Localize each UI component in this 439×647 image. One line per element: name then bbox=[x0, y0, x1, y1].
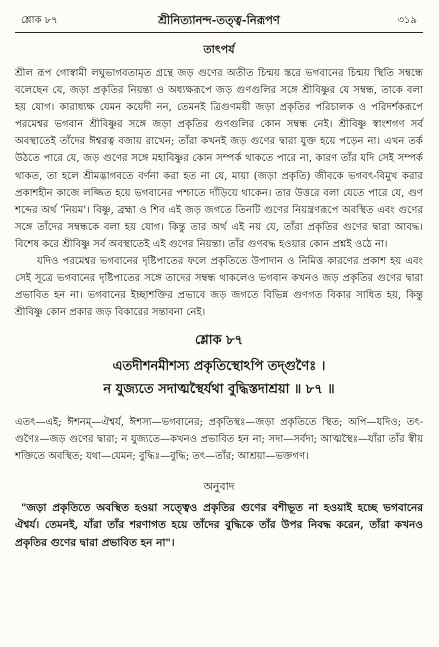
verse-line-2: ন যুজ্যতে সদাত্মস্থৈর্যথা বুদ্ধিস্তদাশ্রয়া ॥ ৮৭ ॥ bbox=[103, 382, 335, 398]
verse-number-label: শ্লোক ৮৭ bbox=[21, 15, 58, 26]
translation-text: "জড়া প্রকৃতিতে অবস্থিত হওয়া সত্ত্বেও প্রকৃতির গুণের বশীভূত না হওয়াই হচ্ছে ভগবানের ঐশ্বর্য। তেমনই, যাঁরা তাঁর শরণাগত হয়ে তাঁদের বুদ্ধিকে তাঁর উপর নিবদ্ধ করেন, তাঁরা কখনও প্রকৃতির গুণের দ্বারা প্রভাবিত হন না"। bbox=[15, 501, 423, 549]
translation-heading: অনুবাদ bbox=[203, 479, 235, 493]
purport-heading: তাৎপর্য bbox=[203, 43, 235, 56]
purport-paragraph-1: শ্রীল রূপ গোস্বামী লঘুভাগবতামৃত গ্রন্থে জড় গুণের অতীত চিন্ময় স্তরে ভগবানের চিন্ময় স্থিতি সম্বন্ধে বলেছেন যে, জড়া প্রকৃতির নিয়ন্তা ও অধ্যক্ষরূপে জড় গুণগুলির সঙ্গে শ্রীবিষ্ণুর যে সম্বন্ধ, তাকে বলা হয় যোগ। কারাধ্যক্ষ যেমন কয়েদী নন, তেমনই ত্রিগুণময়ী জড়া প্রকৃতির পরিচালক ও পরিদর্শকরূপে পরমেশ্বর ভগবান শ্রীবিষ্ণুর সঙ্গে জড়া প্রকৃতির গুণগুলির কোন সম্বন্ধ নেই। শ্রীবিষ্ণু স্বাংশগণ সর্ব অবস্থাতেই তাঁদের ঈশ্বরত্ব বজায় রাখেন; তাঁরা কখনই জড় গুণের দ্বারা যুক্ত হয়ে পড়েন না। এখন তর্ক উঠতে পারে যে, জড় গুণের সঙ্গে মহাবিষ্ণুর কোন সম্পর্ক থাকতে পারে না, কারণ তাঁর যদি সেই সম্পর্ক থাকত, তা হলে শ্রীমদ্ভাগবতে বর্ণনা করা হত না যে, মায়া (জড়া প্রকৃতি) জীবকে ভগবৎ-বিমুখ করার প্রকাশহীন কাজে লজ্জিত হয়ে ভগবানের পশ্চাতে দাঁড়িয়ে থাকেন। তার উত্তরে বলা যেতে পারে যে, গুণ শব্দের অর্থ 'নিয়ম'। বিষ্ণু, ব্রহ্মা ও শিব এই জড় জগতে তিনটি গুণের নিয়ন্ত্রণরূপে অবস্থিত এবং গুণের সঙ্গে তাঁদের সম্বন্ধকে বলা হয় যোগ। কিন্তু তার অর্থ এই নয় যে, তাঁরা প্রকৃতির গুণের দ্বারা আবদ্ধ। বিশেষ করে শ্রীবিষ্ণু সর্ব অবস্থাতেই এই গুণের নিয়ন্তা। তাঁর গুণবদ্ধ হওয়ার কোন প্রশ্নই ওঠে না। bbox=[15, 68, 423, 250]
word-for-word-synonyms: এতৎ—এই; ঈশনম্—ঐশ্বর্য, ঈশস্য—ভগবানের; প্রকৃতিস্থঃ—জড়া প্রকৃতিতে স্থিত; অপি—যদিও; তৎ-গুণৈঃ—জড় গুণের দ্বারা; ন যুজ্যতে—কখনও প্রভাবিত হন না; সদা—সর্বদা; আত্মস্থৈঃ—যাঁরা তাঁর স্বীয় শক্তিতে অবস্থিত; যথা—যেমন; বুদ্ধিঃ—বুদ্ধি; তৎ—তাঁর; আশ্রয়া—ভক্তগণ। bbox=[15, 417, 423, 462]
purport-paragraph-2: যদিও পরমেশ্বর ভগবানের দৃষ্টিপাতের ফলে প্রকৃতিতে উপাদান ও নিমিত্ত কারণের প্রকাশ হয় এবং সেই সূত্রে ভগবানের দৃষ্টিপাতের সঙ্গে তাদের সম্বন্ধ থাকলেও ভগবান কখনও জড় প্রকৃতির গুণের দ্বারা প্রভাবিত হন না। ভগবানের ইচ্ছাশক্তির প্রভাবে জড় জগতে বিভিন্ন গুণগত বিকার সাধিত হয়, কিন্তু শ্রীবিষ্ণু কোন প্রকার জড় বিকারের সন্তাবনা নেই। bbox=[15, 256, 423, 319]
page-header bbox=[15, 10, 423, 33]
chapter-title: শ্রীনিত্যানন্দ-তত্ত্ব-নিরূপণ bbox=[158, 13, 280, 27]
verse-title: শ্লোক ৮৭ bbox=[194, 333, 244, 349]
page-number: ৩১৯ bbox=[397, 15, 417, 26]
verse-line-1: এতদীশনমীশস্য প্রকৃতিস্থোঽপি তদ্গুণৈঃ । bbox=[112, 359, 326, 375]
